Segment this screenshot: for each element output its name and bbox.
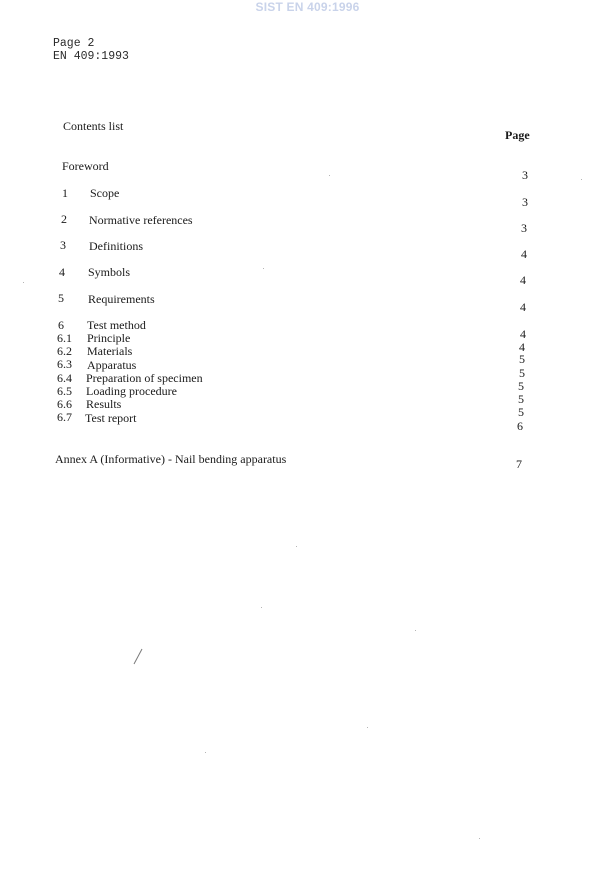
toc-page: 4: [520, 327, 526, 341]
toc-number: 3: [60, 238, 66, 252]
scan-speck: [261, 607, 262, 608]
toc-label: Loading procedure: [86, 384, 177, 398]
scan-speck: [367, 727, 368, 728]
toc-label: Requirements: [88, 292, 155, 306]
toc-label: Principle: [87, 331, 131, 345]
toc-number: 6.7: [57, 410, 72, 424]
scan-speck: [479, 838, 480, 839]
toc-page: 5: [519, 352, 525, 366]
toc-label: Scope: [90, 186, 120, 200]
scan-speck: [581, 179, 582, 180]
toc-page: 3: [521, 221, 527, 235]
toc-page: 5: [518, 405, 524, 419]
scan-speck: [329, 175, 330, 176]
toc-number: 6.3: [57, 357, 72, 371]
page-header: [53, 37, 129, 63]
toc-page: 5: [519, 366, 525, 380]
scan-speck: [415, 630, 416, 631]
contents-title: Contents list: [63, 119, 124, 133]
scan-speck: [205, 752, 206, 753]
scan-speck: [263, 268, 264, 269]
scan-speck: [23, 282, 24, 283]
foreword-label: Foreword: [62, 159, 109, 173]
toc-page: 4: [520, 273, 526, 287]
toc-label: Test report: [85, 411, 137, 425]
toc-page: 6: [517, 419, 523, 433]
toc-number: 2: [61, 212, 67, 226]
toc-number: 6.1: [57, 331, 72, 345]
toc-number: 6.5: [57, 384, 72, 398]
toc-number: 1: [62, 186, 68, 200]
toc-label: Definitions: [89, 239, 143, 253]
toc-number: 6.4: [57, 371, 72, 385]
toc-label: Test method: [87, 318, 146, 332]
toc-page: 3: [522, 195, 528, 209]
toc-number: 6.2: [57, 344, 72, 358]
toc-number: 5: [58, 291, 64, 305]
toc-label: Apparatus: [87, 358, 137, 372]
toc-page: 4: [519, 340, 525, 354]
toc-number: 6.6: [57, 397, 72, 411]
page-column-heading: Page: [505, 128, 530, 142]
toc-label: Symbols: [88, 265, 131, 279]
page-number-line: Page 2: [53, 37, 95, 50]
toc-label: Preparation of specimen: [86, 371, 203, 385]
toc-page: 5: [518, 379, 524, 393]
toc-page: 5: [518, 392, 524, 406]
scan-speck: [296, 546, 297, 547]
foreword-page: 3: [522, 168, 528, 182]
toc-page: 4: [520, 300, 526, 314]
toc-label: Results: [86, 397, 122, 411]
toc-label: Materials: [87, 344, 133, 358]
toc-number: 6: [58, 318, 64, 332]
watermark: SIST EN 409:1996: [255, 0, 360, 14]
toc-page: 4: [521, 247, 527, 261]
toc-label: Normative references: [89, 213, 193, 227]
annex-page: 7: [516, 457, 522, 471]
annex-label: Annex A (Informative) - Nail bending apparatus: [55, 452, 287, 466]
toc-number: 4: [59, 265, 65, 279]
standard-id-line: EN 409:1993: [53, 50, 129, 63]
